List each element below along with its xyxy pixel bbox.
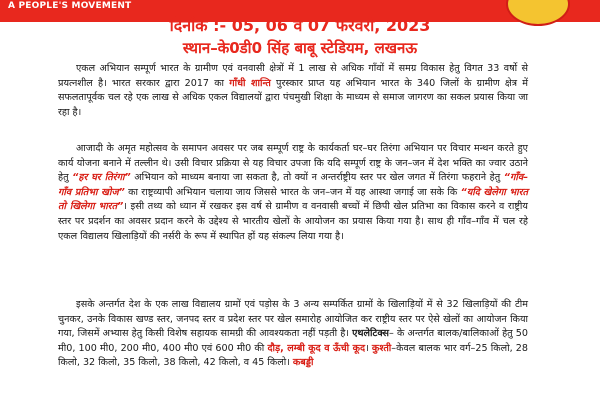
slogan-har-ghar-tiranga: “हर घर तिरंगा” xyxy=(72,172,131,184)
paragraph-campaign xyxy=(58,142,528,244)
event-venue: स्थान–के0डी0 सिंह बाबू स्टेडियम, लखनऊ xyxy=(182,39,418,57)
text-span: पुरस्कार प्राप्त यह अभियान भारत के 340 जिलों के ग्रामीण क्षेत्र में सफलतापूर्वक चल रहे एक लाख से अधिक एकल विद्यालयों द्वारा पंचमुखी शिक्षा के माध्यम से समाज जागरण का सकल प्रयास किया जा रहा है। xyxy=(58,77,528,118)
slogan-gaon-gaon: “गाँव–गाँव प्रतिभा खोज” xyxy=(58,172,528,198)
text-span: – के अन्तर्गत बालक/बालिकाओं हेतु 50 मी0, 100 मी0, 200 मी0, 400 मी0 एवं 600 मी0 की xyxy=(58,328,529,354)
text-span: अभियान को माध्यम बनाया जा सकता है, तो क्यों न अन्तर्राष्ट्रीय स्तर पर खेल जगत में तिरंगा फहराने हेतु xyxy=(130,172,504,184)
tagline: A PEOPLE'S MOVEMENT xyxy=(8,1,132,11)
award-name: गाँधी शान्ति xyxy=(229,77,271,89)
jump-events: दौड़, लम्बी कूद व ऊँची कूद xyxy=(267,342,366,354)
slogan-khelega-bharat: “यदि खेलेगा भारत तो खिलेगा भारत” xyxy=(58,186,529,213)
text-span: । xyxy=(365,342,372,354)
paragraph-intro xyxy=(58,62,528,120)
text-span: का राष्ट्रव्यापी अभियान चलाया जाय जिससे भारत के जन–जन में यह आस्था जगाई जा सके कि xyxy=(124,186,461,198)
kabaddi-heading: कबड्डी xyxy=(292,357,314,369)
text-span: एकल अभियान सम्पूर्ण भारत के ग्रामीण एवं वनवासी क्षेत्रों में 1 लाख से अधिक गाँवों में समग्र विकास हेतु विगत 33 वर्षो से प्रयत्नशील है। भारत सरकार द्वारा 2017 का xyxy=(58,63,528,89)
text-span: –केवल बालक भार वर्ग–25 किलो, 28 किलो, 32 किलो, 35 किलो, 38 किलो, 42 किलो, व 45 किलो। xyxy=(58,342,528,369)
text-span: । इसी तथ्य को ध्यान में रखकर इस वर्ष से ग्रामीण व वनवासी बच्चों में छिपी खेल प्रतिभा का विकास करने व राष्ट्रीय स्तर पर प्रदर्शन का अवसर प्रदान करने के उद्देश्य से भारतीय खेलों के आयोजन का प्रयास किया गया है। साथ ही गाँव–गाँव में चल रहे एकल विद्यालय खिलाड़ियों की नर्सरी के रूप में स्थापित हों यह संकल्प लिया गया है। xyxy=(58,201,528,242)
event-date: दिनाँक :- 05, 06 व 07 फरवरी, 2023 xyxy=(169,16,431,35)
text-span: इसके अन्तर्गत देश के एक लाख विद्यालय ग्रामों एवं पड़ोस के 3 अन्य सम्पर्कित ग्रामों के खिलाड़ियों में से 32 खिलाड़ियों की टीम चुनकर, उनके विकास खण्ड स्तर, जनपद स्तर व प्रदेश स्तर पर खेल समारोह आयोजित कर राष्ट्रीय स्तर पर ऐसे खेलों का आयोजन किया गया, जिसमें अभ्यास हेतु किसी विशेष सहायक सामग्री की आवश्यकता नहीं पड़ती है। xyxy=(58,299,528,340)
wrestling-heading: कुश्ती xyxy=(371,342,392,354)
paragraph-events xyxy=(58,298,528,371)
text-span: आजादी के अमृत महोत्सव के समापन अवसर पर जब सम्पूर्ण राष्ट्र के कार्यकर्ता घर–घर तिरंगा अभियान पर विचार मन्थन करते हुए कार्य योजना बनाने में तल्लीन थे। उसी विचार प्रक्रिया से यह विचार उपजा कि यदि सम्पूर्ण राष्ट्र के जन–जन में देश भक्ति का ज्वार उठाने हेतु xyxy=(58,143,528,184)
athletics-heading: एथलेटिक्स xyxy=(352,328,390,340)
